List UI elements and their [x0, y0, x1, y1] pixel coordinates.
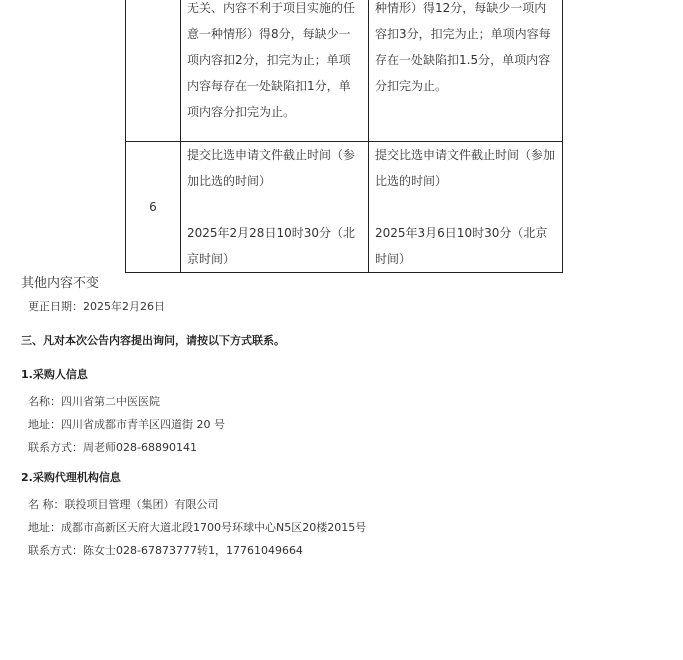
corrected-deadline-text: 提交比选申请文件截止时间（参加比选的时间） 2025年3月6日10时30分（北京时间） [375, 148, 556, 266]
table-row [126, 0, 563, 142]
agency-name: 名 称：联投项目管理（集团）有限公司 [28, 498, 219, 511]
update-date: 更正日期：2025年2月26日 [28, 300, 165, 313]
purchaser-name: 名称：四川省第二中医医院 [28, 395, 160, 408]
other-unchanged-note: 其他内容不变 [21, 276, 100, 291]
row-number [126, 0, 181, 142]
original-content-cell [181, 0, 369, 142]
original-deadline-text: 提交比选申请文件截止时间（参加比选的时间） 2025年2月28日10时30分（北京时间） [187, 148, 356, 266]
row-number: 6 [126, 142, 181, 273]
purchaser-contact: 联系方式：周老师028-68890141 [28, 441, 197, 454]
agency-heading: 2.采购代理机构信息 [21, 471, 121, 484]
agency-address: 地址：成都市高新区天府大道北段1700号环球中心N5区20楼2015号 [28, 521, 367, 534]
correction-table [125, 0, 563, 273]
section-3-title: 三、凡对本次公告内容提出询问，请按以下方式联系。 [21, 334, 285, 347]
corrected-content-cell [369, 142, 563, 273]
agency-contact: 联系方式：陈女士028-67873777转1，17761049664 [28, 544, 303, 557]
original-content-text: 无关、内容不利于项目实施的任意一种情形）得8分，每缺少一项内容扣2分，扣完为止；单项内容每存在一处缺陷扣1分，单项内容分扣完为止。 [187, 1, 356, 119]
purchaser-address: 地址：四川省成都市青羊区四道街 20 号 [28, 418, 225, 431]
original-content-cell [181, 142, 369, 273]
corrected-content-cell [369, 0, 563, 142]
corrected-content-text: 种情形）得12分，每缺少一项内容扣3分，扣完为止；单项内容每存在一处缺陷扣1.5分，单项内容分扣完为止。 [375, 1, 551, 93]
table-row [126, 142, 563, 273]
purchaser-heading: 1.采购人信息 [21, 368, 88, 381]
